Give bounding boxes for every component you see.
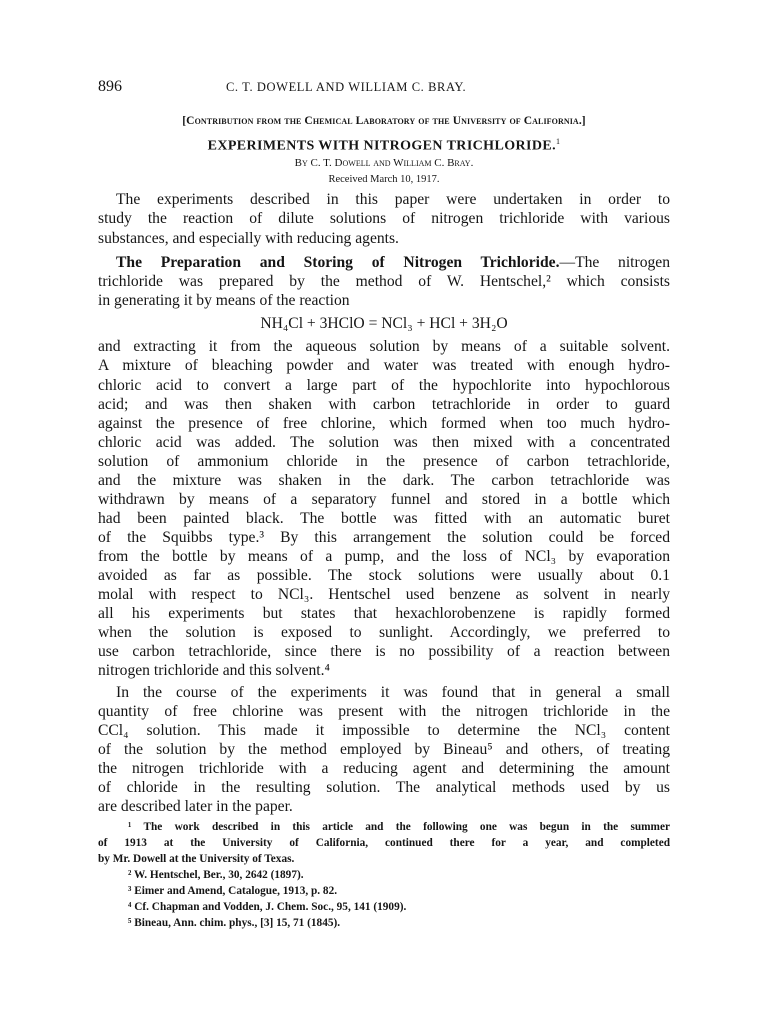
section-heading-line [98,253,670,272]
body-line: solution of ammonium chloride in the presence of carbon tetrachloride, [98,453,670,470]
article-title [98,137,670,155]
body-line: all his experiments but states that hexachlorobenzene is rapidly formed [98,605,670,622]
footnote-line: ⁵ Bineau, Ann. chim. phys., [3] 15, 71 (1845). [128,917,341,929]
body-line: avoided as far as possible. The stock solutions were usually about 0.1 [98,567,670,584]
title-text: EXPERIMENTS WITH NITROGEN TRICHLORIDE. [207,138,556,154]
contribution-note: [Contribution from the Chemical Laboratory of the University of California.] [182,115,586,127]
body-line: use carbon tetrachloride, since there is no possibility of a reaction between [98,643,670,660]
body-line: of chloride in the resulting solution. The analytical methods used by us [98,779,670,796]
page-number: 896 [98,78,122,95]
body-line: acid; and was then shaken with carbon tetrachloride in order to guard [98,396,670,413]
body-line-rest: —The nitrogen [559,254,671,271]
footnote-line: ² W. Hentschel, Ber., 30, 2642 (1897). [128,869,304,881]
footnote-line: ¹ The work described in this article and the following one was begun in the summer [128,821,670,833]
body-line: trichloride was prepared by the method of W. Hentschel,² which consists [98,273,670,290]
body-line: substances, and especially with reducing agents. [98,230,399,247]
body-line: chloric acid to convert a large part of the hypochlorite into hypochlorous [98,377,670,394]
body-line: CCl₄ solution. This made it impossible to determine the NCl₃ content [98,722,670,739]
body-line: and extracting it from the aqueous solution by means of a suitable solvent. [98,338,670,355]
body-line: quantity of free chlorine was present with the nitrogen trichloride in the [98,703,670,720]
footnote-line: by Mr. Dowell at the University of Texas. [98,853,295,865]
reaction-equation: NH₄Cl + 3HClO = NCl₃ + HCl + 3H₂O [260,315,508,332]
footnote-line: ³ Eimer and Amend, Catalogue, 1913, p. 82. [128,885,338,897]
body-line: against the presence of free chlorine, which formed when too much hydro- [98,415,670,432]
body-line: withdrawn by means of a separatory funnel and stored in a bottle which [98,491,670,508]
body-line: of the solution by the method employed by Bineau⁵ and others, of treating [98,741,670,758]
body-line: and the mixture was shaken in the dark. The carbon tetrachloride was [98,472,670,489]
received-date: Received March 10, 1917. [328,174,440,185]
body-line: molal with respect to NCl₃. Hentschel used benzene as solvent in nearly [98,586,670,603]
footnote-line: of 1913 at the University of California, continued there for a year, and completed [98,837,670,849]
body-line: In the course of the experiments it was found that in general a small [116,684,670,701]
body-line: in generating it by means of the reaction [98,292,350,309]
title-footnote-marker: 1 [556,137,561,146]
body-line: of the Squibbs type.³ By this arrangement the solution could be forced [98,529,670,546]
byline: By C. T. Dowell and William C. Bray. [294,157,474,169]
body-line: nitrogen trichloride and this solvent.⁴ [98,662,330,679]
running-head: C. T. DOWELL AND WILLIAM C. BRAY. [226,80,467,94]
body-line: A mixture of bleaching powder and water was treated with enough hydro- [98,357,670,374]
body-line: chloric acid was added. The solution was then mixed with a concentrated [98,434,670,451]
body-line: had been painted black. The bottle was fitted with an automatic buret [98,510,670,527]
body-line: from the bottle by means of a pump, and the loss of NCl₃ by evaporation [98,548,670,565]
section-heading: The Preparation and Storing of Nitrogen Trichloride. [116,254,560,271]
body-line: study the reaction of dilute solutions of nitrogen trichloride with various [98,210,670,227]
body-line: the nitrogen trichloride with a reducing agent and determining the amount [98,760,670,777]
body-line: are described later in the paper. [98,798,293,815]
footnote-line: ⁴ Cf. Chapman and Vodden, J. Chem. Soc., 95, 141 (1909). [128,901,407,913]
body-line: when the solution is exposed to sunlight. Accordingly, we preferred to [98,624,670,641]
body-line: The experiments described in this paper were undertaken in order to [116,191,670,208]
